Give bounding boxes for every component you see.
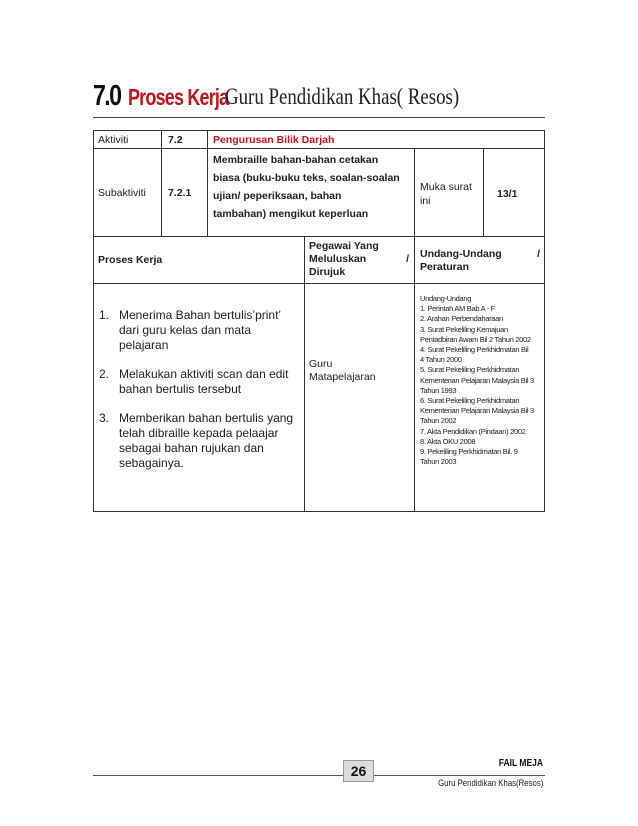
- muka-surat-line: Muka surat: [420, 181, 472, 193]
- page-number: 26: [343, 760, 374, 782]
- proses-kerja-header: Proses Kerja: [98, 254, 163, 266]
- section-number: 7.0: [93, 80, 121, 112]
- footer-subtitle: Guru Pendidikan Khas(Resos): [437, 778, 543, 789]
- page-header: [93, 78, 545, 118]
- step-text: Memberikan bahan bertulis yang telah dibraille kepada pelaajar sebagai bahan rujukan dan sebagainya.: [119, 411, 294, 470]
- law-line: Kementerian Pelajaran Malaysia Bil 3: [420, 375, 534, 385]
- col-divider: [483, 148, 484, 236]
- law-line: 6. Surat Pekeliling Perkhidmatan: [420, 396, 520, 406]
- pegawai-header-slash: /: [406, 253, 409, 265]
- col-divider: [304, 236, 305, 511]
- list-item: [99, 367, 299, 397]
- laws-list: [420, 294, 542, 467]
- aktiviti-code: 7.2: [168, 134, 183, 146]
- pegawai-value-line: Matapelajaran: [309, 371, 376, 383]
- pegawai-header-line: Pegawai Yang: [309, 240, 379, 252]
- col-divider: [414, 148, 415, 236]
- law-line: 5. Surat Pekeliling Perkhidmatan: [420, 365, 520, 375]
- desc-line: ujian/ peperiksaan, bahan: [213, 190, 342, 202]
- step-text: Menerima Bahan bertulis’print’ dari guru kelas dan mata pelajaran: [119, 308, 281, 352]
- list-item: [99, 411, 299, 471]
- process-steps-list: [99, 308, 299, 485]
- muka-surat-value: 13/1: [497, 188, 518, 200]
- muka-surat-line: ini: [420, 195, 431, 207]
- table-border-left: [93, 130, 94, 511]
- desc-line: biasa (buku-buku teks, soalan-soalan: [213, 172, 400, 184]
- law-line: 4. Surat Pekeliling Perkhidmatan Bil: [420, 345, 529, 355]
- law-line: Kementerian Pelajaran Malaysia Bil 3: [420, 406, 534, 416]
- undang-header-line: Undang-Undang: [420, 248, 502, 260]
- law-line: Tahun 2002: [420, 416, 457, 426]
- list-item: [99, 308, 299, 353]
- table-border-right: [544, 130, 545, 511]
- pegawai-header-line: Dirujuk: [309, 266, 346, 278]
- col-divider: [161, 130, 162, 236]
- law-line: Tahun 1993: [420, 385, 457, 395]
- table-border-bottom: [93, 511, 545, 512]
- pegawai-value: [309, 358, 376, 384]
- law-line: 3. Surat Pekeliling Kemajuan: [420, 324, 508, 334]
- col-divider: [207, 130, 208, 236]
- section-keyword: Proses Kerja: [128, 84, 229, 110]
- subaktiviti-description: [213, 151, 411, 223]
- footer-rule: [93, 775, 545, 776]
- row-divider: [93, 236, 545, 237]
- subaktiviti-label: Subaktiviti: [98, 187, 146, 199]
- law-line: Undang-Undang: [420, 294, 472, 303]
- pegawai-header: [309, 240, 411, 279]
- subaktiviti-code: 7.2.1: [168, 187, 192, 199]
- law-line: 7. Akta Pendidikan (Pindaan) 2002: [420, 426, 526, 436]
- aktiviti-title: Pengurusan Bilik Darjah: [213, 134, 335, 146]
- desc-line: tambahan) mengikut keperluan: [213, 208, 369, 220]
- muka-surat-label: [420, 180, 472, 208]
- section-title: Guru Pendidikan Khas( Resos): [225, 84, 460, 109]
- pegawai-header-line: Meluluskan: [309, 253, 367, 265]
- law-line: 2. Arahan Perbendaharaan: [420, 314, 503, 324]
- step-number: 2.: [99, 367, 110, 381]
- undang-header: [420, 248, 540, 274]
- pegawai-value-line: Guru: [309, 358, 333, 370]
- law-line: 1. Perintah AM Bab A - F: [420, 304, 495, 314]
- row-divider: [93, 283, 545, 284]
- step-number: 3.: [99, 411, 110, 425]
- law-line: Tahun 2003: [420, 457, 457, 467]
- step-number: 1.: [99, 308, 110, 322]
- law-line: Pentadbiran Awam Bil 2 Tahun 2002: [420, 334, 531, 344]
- undang-header-line: Peraturan: [420, 261, 470, 273]
- law-line: 9. Pekeliling Perkhidmatan Bil. 9: [420, 447, 518, 457]
- desc-line: Membraille bahan-bahan cetakan: [213, 154, 379, 166]
- header-rule: [93, 117, 545, 118]
- law-line: 4 Tahun 2000: [420, 355, 462, 365]
- col-divider: [414, 236, 415, 511]
- step-text: Melakukan aktiviti scan dan edit bahan bertulis tersebut: [119, 367, 289, 396]
- footer-title: FAIL MEJA: [498, 758, 543, 769]
- aktiviti-label: Aktiviti: [98, 134, 129, 146]
- undang-header-slash: /: [537, 248, 540, 260]
- law-line: 8. Akta OKU 2008: [420, 436, 476, 446]
